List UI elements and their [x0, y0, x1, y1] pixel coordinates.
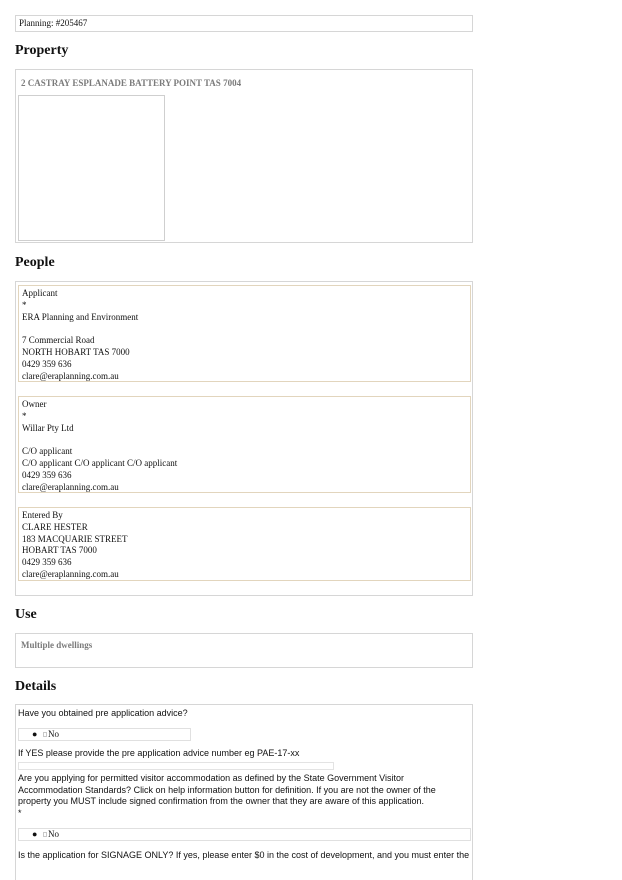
- use-value: Multiple dwellings: [21, 640, 93, 650]
- applicant-name: ERA Planning and Environment: [22, 311, 139, 322]
- owner-card: [18, 396, 471, 493]
- no-radio[interactable]: [43, 732, 47, 737]
- applicant-role: Applicant: [22, 288, 58, 298]
- no-option-label[interactable]: No: [48, 729, 59, 739]
- property-address: 2 CASTRAY ESPLANADE BATTERY POINT TAS 7004: [21, 78, 242, 88]
- entered-by-address-line1: 183 MACQUARIE STREET: [22, 533, 128, 544]
- entered-by-email: clare@eraplanning.com.au: [22, 568, 119, 579]
- property-map: [18, 95, 165, 241]
- owner-required-mark: *: [22, 410, 27, 421]
- owner-name: Willar Pty Ltd: [22, 422, 74, 433]
- use-heading: Use: [15, 607, 37, 622]
- bullet-icon: ●: [32, 729, 38, 739]
- planning-number: Planning: #205467: [15, 15, 473, 32]
- applicant-required-mark: *: [22, 299, 27, 310]
- applicant-address-line2: NORTH HOBART TAS 7000: [22, 346, 130, 357]
- visitor-accommodation-required-mark: *: [18, 808, 22, 818]
- use-panel: [15, 633, 473, 668]
- applicant-phone: 0429 359 636: [22, 358, 72, 369]
- owner-role: Owner: [22, 399, 47, 409]
- visitor-accommodation-options: [18, 828, 471, 841]
- no-radio[interactable]: [43, 832, 47, 837]
- details-panel: [15, 704, 473, 880]
- owner-address-line2: C/O applicant C/O applicant C/O applicant: [22, 457, 178, 468]
- applicant-address-line1: 7 Commercial Road: [22, 335, 95, 346]
- entered-by-card: [18, 507, 471, 581]
- applicant-card: [18, 285, 471, 382]
- question-signage-only: Is the application for SIGNAGE ONLY? If yes, please enter $0 in the cost of development, and you must enter the: [18, 850, 470, 860]
- details-heading: Details: [15, 679, 57, 694]
- bullet-icon: ●: [32, 829, 38, 839]
- owner-address-line1: C/O applicant: [22, 446, 73, 457]
- entered-by-phone: 0429 359 636: [22, 557, 72, 568]
- question-pre-application-advice: Have you obtained pre application advice?: [18, 708, 188, 718]
- property-heading: Property: [15, 43, 69, 58]
- entered-by-role: Entered By: [22, 510, 63, 520]
- pre-application-advice-options: [18, 728, 191, 741]
- entered-by-address-line2: HOBART TAS 7000: [22, 545, 97, 556]
- people-panel: [15, 281, 473, 596]
- applicant-email: clare@eraplanning.com.au: [22, 370, 119, 381]
- owner-phone: 0429 359 636: [22, 469, 72, 480]
- owner-email: clare@eraplanning.com.au: [22, 481, 119, 492]
- people-heading: People: [15, 255, 55, 270]
- no-option-label[interactable]: No: [48, 829, 59, 839]
- entered-by-name: CLARE HESTER: [22, 521, 88, 532]
- question-visitor-accommodation: Are you applying for permitted visitor accommodation as defined by the State Government Visitor Accommodation Standards? Click on help information button for definition. If you are not the owner of the property you MUST include signed confirmation from the owner that they are aware of this application.: [18, 773, 436, 806]
- pre-application-number-input[interactable]: [18, 762, 334, 770]
- property-panel: [15, 69, 473, 243]
- question-pre-application-number: If YES please provide the pre application advice number eg PAE-17-xx: [18, 748, 300, 758]
